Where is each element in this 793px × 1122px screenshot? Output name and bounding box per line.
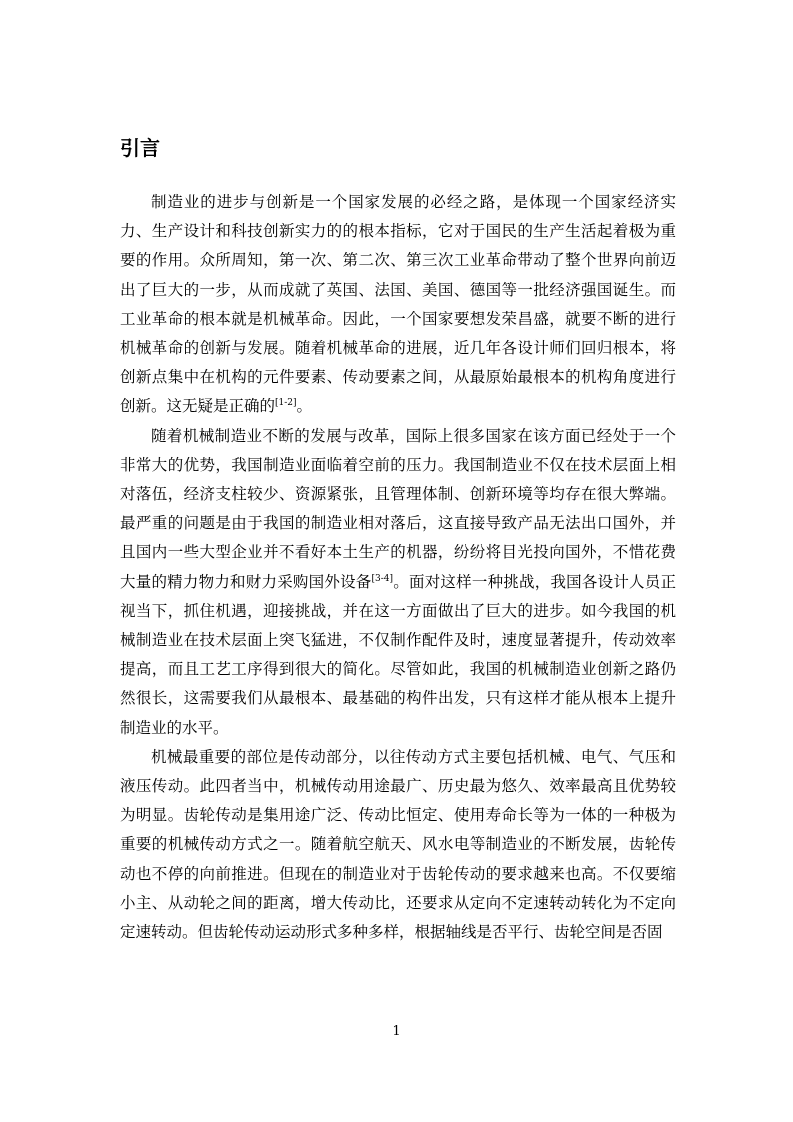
section-heading: 引言 — [120, 136, 160, 160]
paragraph-tail: 。面对这样一种挑战，我国各设计人员正视当下，抓住机遇，迎接挑战，并在这一方面做出了巨大的进步。如今我国的机械制造业在技术层面上突飞猛进，不仅制作配件及时，速度显著提升，传动效率提高，而且工艺工序得到很大的简化。尽管如此，我国的机械制造业创新之路仍然很长，这需要我们从最根本、最基础的构件出发，只有这样才能从根本上提升制造业的水平。 — [120, 572, 676, 737]
paragraph-text: 随着机械制造业不断的发展与改革，国际上很多国家在该方面已经处于一个非常大的优势，我国制造业面临着空前的压力。我国制造业不仅在技术层面上相对落伍，经济支柱较少、资源紧张，且管理体制、创新环境等均存在很大弊端。最严重的问题是由于我国的制造业相对落后，这直接导致产品无法出口国外，并且国内一些大型企业并不看好本土生产的机器，纷纷将目光投向国外，不惜花费大量的精力物力和财力采购国外设备 — [120, 426, 676, 591]
citation-ref: [1-2] — [275, 398, 297, 409]
paragraph-2 — [120, 422, 676, 743]
citation-ref: [3-4] — [371, 573, 394, 584]
paragraph-1 — [120, 188, 676, 422]
paragraph-text: 制造业的进步与创新是一个国家发展的必经之路，是体现一个国家经济实力、生产设计和科技创新实力的的根本指标，它对于国民的生产生活起着极为重要的作用。众所周知，第一次、第二次、第三次工业革命带动了整个世界向前迈出了巨大的一步，从而成就了英国、法国、美国、德国等一批经济强国诞生。而工业革命的根本就是机械革命。因此，一个国家要想发荣昌盛，就要不断的进行机械革命的创新与发展。随着机械革命的进展，近几年各设计师们回归根本，将创新点集中在机构的元件要素、传动要素之间，从最原始最根本的机构角度进行创新。这无疑是正确的 — [120, 193, 676, 416]
paragraph-text: 机械最重要的部位是传动部分，以往传动方式主要包括机械、电气、气压和液压传动。此四者当中，机械传动用途最广、历史最为悠久、效率最高且优势较为明显。齿轮传动是集用途广泛、传动比恒定、使用寿命长等为一体的一种极为重要的机械传动方式之一。随着航空航天、风水电等制造业的不断发展，齿轮传动也不停的向前推进。但现在的制造业对于齿轮传动的要求越来也高。不仅要缩小主、从动轮之间的距离，增大传动比，还要求从定向不定速转动转化为不定向定速转动。但齿轮传动运动形式多种多样，根据轴线是否平行、齿轮空间是否固 — [120, 747, 676, 942]
body-text — [120, 188, 676, 947]
paragraph-3 — [120, 743, 676, 947]
paragraph-tail: 。 — [296, 397, 313, 416]
page-number: 1 — [392, 1024, 401, 1039]
